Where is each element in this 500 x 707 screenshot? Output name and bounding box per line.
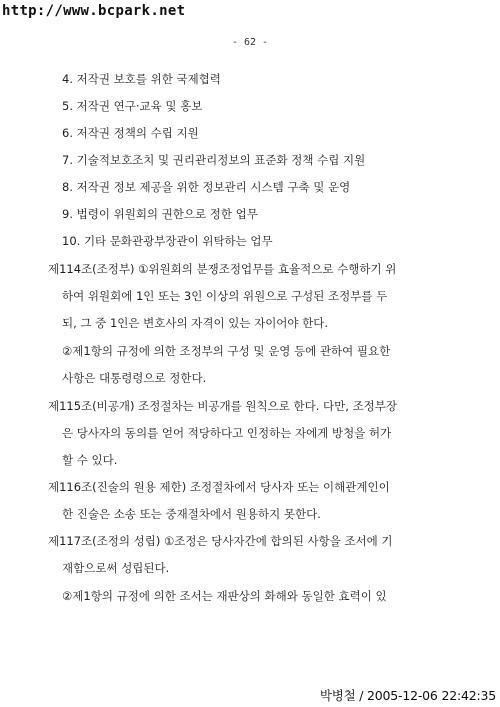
list-item: 4. 저작권 보호를 위한 국제협력 bbox=[62, 72, 221, 86]
article-115-line: 할 수 있다. bbox=[62, 453, 118, 467]
article-117-line: 재함으로써 성립된다. bbox=[62, 561, 170, 575]
list-item: 10. 기타 문화관광부장관이 위탁하는 업무 bbox=[62, 234, 273, 248]
page-number: - 62 - bbox=[231, 37, 269, 48]
article-114-line: 사항은 대통령령으로 정한다. bbox=[62, 371, 207, 385]
article-116-line: 한 진술은 소송 또는 중재절차에서 원용하지 못한다. bbox=[62, 507, 321, 521]
article-114-line: 되, 그 중 1인은 변호사의 자격이 있는 자이어야 한다. bbox=[62, 316, 329, 330]
watermark: http://www.bcpark.net bbox=[2, 3, 186, 19]
article-117-line: ②제1항의 규정에 의한 조서는 재판상의 화해와 동일한 효력이 있 bbox=[62, 589, 387, 603]
article-117-line: 제117조(조정의 성립) ①조정은 당사자간에 합의된 사항을 조서에 기 bbox=[48, 534, 393, 548]
list-item: 8. 저작권 정보 제공을 위한 정보관리 시스템 구축 및 운영 bbox=[62, 180, 351, 194]
article-115-line: 은 당사자의 동의를 얻어 적당하다고 인정하는 자에게 방청을 허가 bbox=[62, 426, 392, 440]
article-114-line: 하여 위원회에 1인 또는 3인 이상의 위원으로 구성된 조정부를 두 bbox=[62, 289, 388, 303]
article-115-line: 제115조(비공개) 조정절차는 비공개를 원칙으로 한다. 다만, 조정부장 bbox=[48, 399, 397, 413]
article-114-line: ②제1항의 규정에 의한 조정부의 구성 및 운영 등에 관하여 필요한 bbox=[62, 344, 391, 358]
list-item: 9. 법령이 위원회의 권한으로 정한 업무 bbox=[62, 207, 258, 221]
list-item: 5. 저작권 연구·교육 및 홍보 bbox=[62, 99, 203, 113]
article-114-line: 제114조(조정부) ①위원회의 분쟁조정업무를 효율적으로 수행하기 위 bbox=[48, 262, 397, 276]
list-item: 6. 저작권 정책의 수립 지원 bbox=[62, 126, 199, 140]
article-116-line: 제116조(진술의 원용 제한) 조정절차에서 당사자 또는 이해관계인이 bbox=[48, 480, 390, 494]
list-item: 7. 기술적보호조치 및 권리관리정보의 표준화 정책 수립 지원 bbox=[62, 153, 366, 167]
footer-stamp: 박병철 / 2005-12-06 22:42:35 bbox=[319, 688, 496, 703]
